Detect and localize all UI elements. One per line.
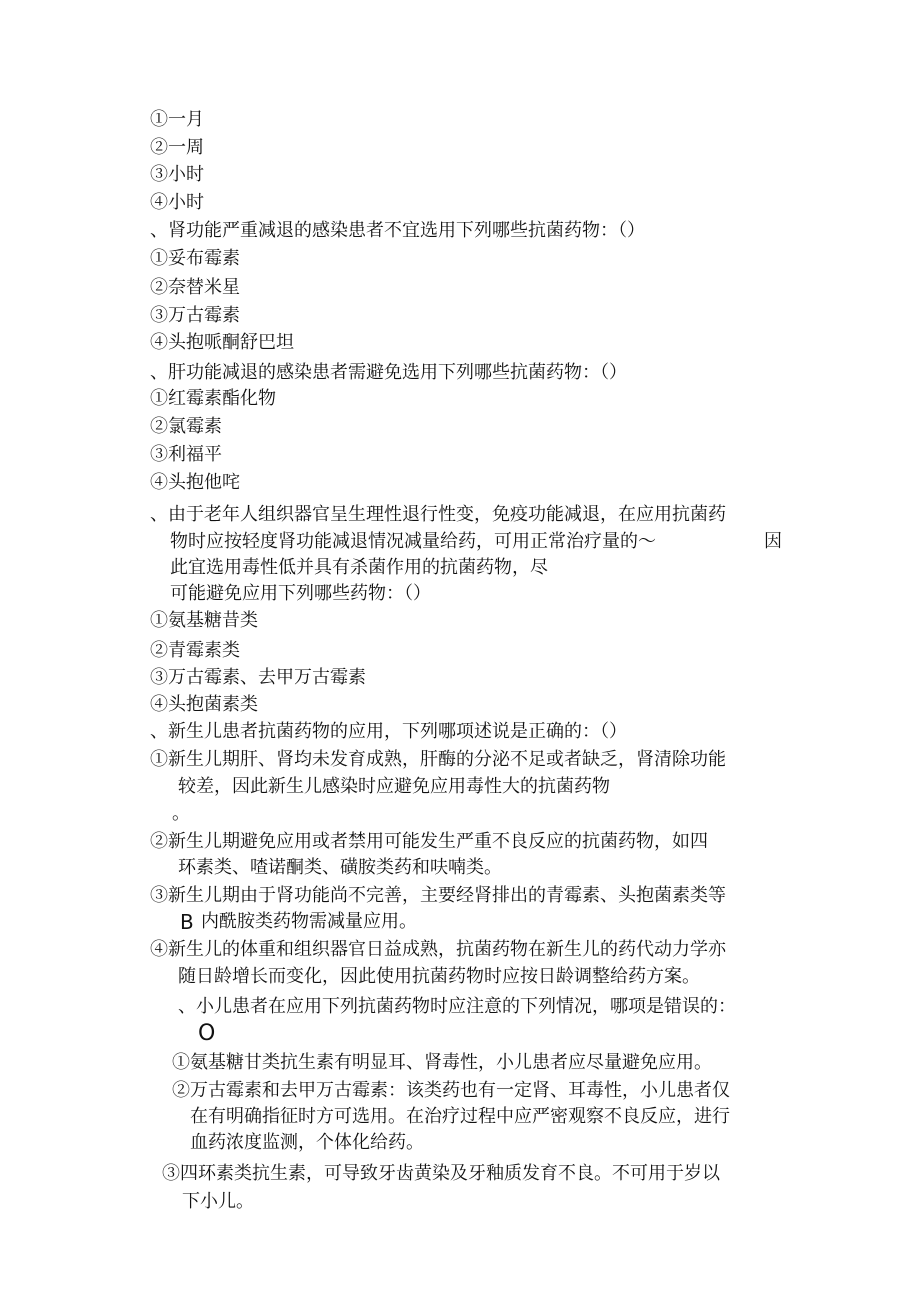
option-3: ③万古霉素 bbox=[150, 305, 240, 326]
option-1: ①一月 bbox=[150, 109, 204, 130]
option-1: ①红霉素酯化物 bbox=[150, 388, 276, 409]
option-2-line-3: 血药浓度监测，个体化给药。 bbox=[190, 1132, 424, 1153]
option-1: ①氨基糖昔类 bbox=[150, 610, 258, 631]
option-2: ②青霉素类 bbox=[150, 640, 240, 661]
question-stem-elderly-line-4: 可能避免应用下列哪些药物：（） bbox=[170, 583, 431, 604]
question-stem-elderly-line-1: 、由于老年人组织器官呈生理性退行性变，免疫功能减退，在应用抗菌药 bbox=[150, 504, 726, 525]
option-3-line-1: ③新生儿期由于肾功能尚不完善，主要经肾排出的青霉素、头抱菌素类等 bbox=[150, 885, 726, 906]
option-3: ③小时 bbox=[150, 164, 204, 185]
option-2-line-1: ②万古霉素和去甲万古霉素：该类药也有一定肾、耳毒性，小儿患者仅 bbox=[172, 1080, 730, 1101]
question-stem-child: 、小儿患者在应用下列抗菌药物时应注意的下列情况，哪项是错误的： bbox=[178, 996, 736, 1017]
question-stem-elderly-line-2-tail: 因 bbox=[764, 531, 782, 552]
question-stem-neonate: 、新生儿患者抗菌药物的应用，下列哪项述说是正确的：（） bbox=[150, 721, 627, 742]
option-2-line-1: ②新生儿期避免应用或者禁用可能发生严重不良反应的抗菌药物，如四 bbox=[150, 831, 708, 852]
option-3-line-2: 内酰胺类药物需减量应用。 bbox=[201, 911, 417, 932]
option-1: ①氨基糖甘类抗生素有明显耳、肾毒性，小儿患者应尽量避免应用。 bbox=[172, 1052, 712, 1073]
option-1-line-1: ①新生儿期肝、肾均未发育成熟，肝酶的分泌不足或者缺乏，肾清除功能 bbox=[150, 749, 726, 770]
question-stem-elderly-line-3: 此宜选用毒性低并具有杀菌作用的抗菌药物，尽 bbox=[170, 557, 548, 578]
option-2: ②氯霉素 bbox=[150, 416, 222, 437]
option-2: ②一周 bbox=[150, 137, 204, 158]
option-3-line-1: ③四环素类抗生素，可导致牙齿黄染及牙釉质发育不良。不可用于岁以 bbox=[162, 1163, 720, 1184]
option-4: ④头抱哌酮舒巴坦 bbox=[150, 332, 294, 353]
option-4: ④小时 bbox=[150, 192, 204, 213]
option-1: ①妥布霉素 bbox=[150, 248, 240, 269]
option-3-beta-letter: B bbox=[180, 910, 194, 934]
question-stem-renal: 、肾功能严重减退的感染患者不宜选用下列哪些抗菌药物：（） bbox=[150, 220, 645, 241]
option-1-line-2: 较差，因此新生儿感染时应避免应用毒性大的抗菌药物 bbox=[178, 776, 610, 797]
option-1-line-3: 。 bbox=[172, 803, 190, 824]
question-stem-child-tail: O bbox=[198, 1021, 216, 1046]
option-4-line-2: 随日龄增长而变化，因此使用抗菌药物时应按日龄调整给药方案。 bbox=[178, 966, 700, 987]
option-4-line-1: ④新生儿的体重和组织器官日益成熟，抗菌药物在新生儿的药代动力学亦 bbox=[150, 939, 726, 960]
option-4: ④头抱菌素类 bbox=[150, 694, 258, 715]
option-3: ③利福平 bbox=[150, 444, 222, 465]
question-stem-hepatic: 、肝功能减退的感染患者需避免选用下列哪些抗菌药物：（） bbox=[150, 362, 627, 383]
option-2-line-2: 环素类、喳诺酮类、磺胺类药和呋喃类。 bbox=[178, 857, 502, 878]
option-4: ④头抱他咤 bbox=[150, 472, 240, 493]
option-3: ③万古霉素、去甲万古霉素 bbox=[150, 667, 366, 688]
option-2-line-2: 在有明确指征时方可选用。在治疗过程中应严密观察不良反应，进行 bbox=[190, 1106, 730, 1127]
option-2: ②奈替米星 bbox=[150, 277, 240, 298]
question-stem-elderly-line-2: 物时应按轻度肾功能减退情况减量给药，可用正常治疗量的～ bbox=[170, 531, 656, 552]
option-3-line-2: 下小儿。 bbox=[182, 1191, 254, 1212]
